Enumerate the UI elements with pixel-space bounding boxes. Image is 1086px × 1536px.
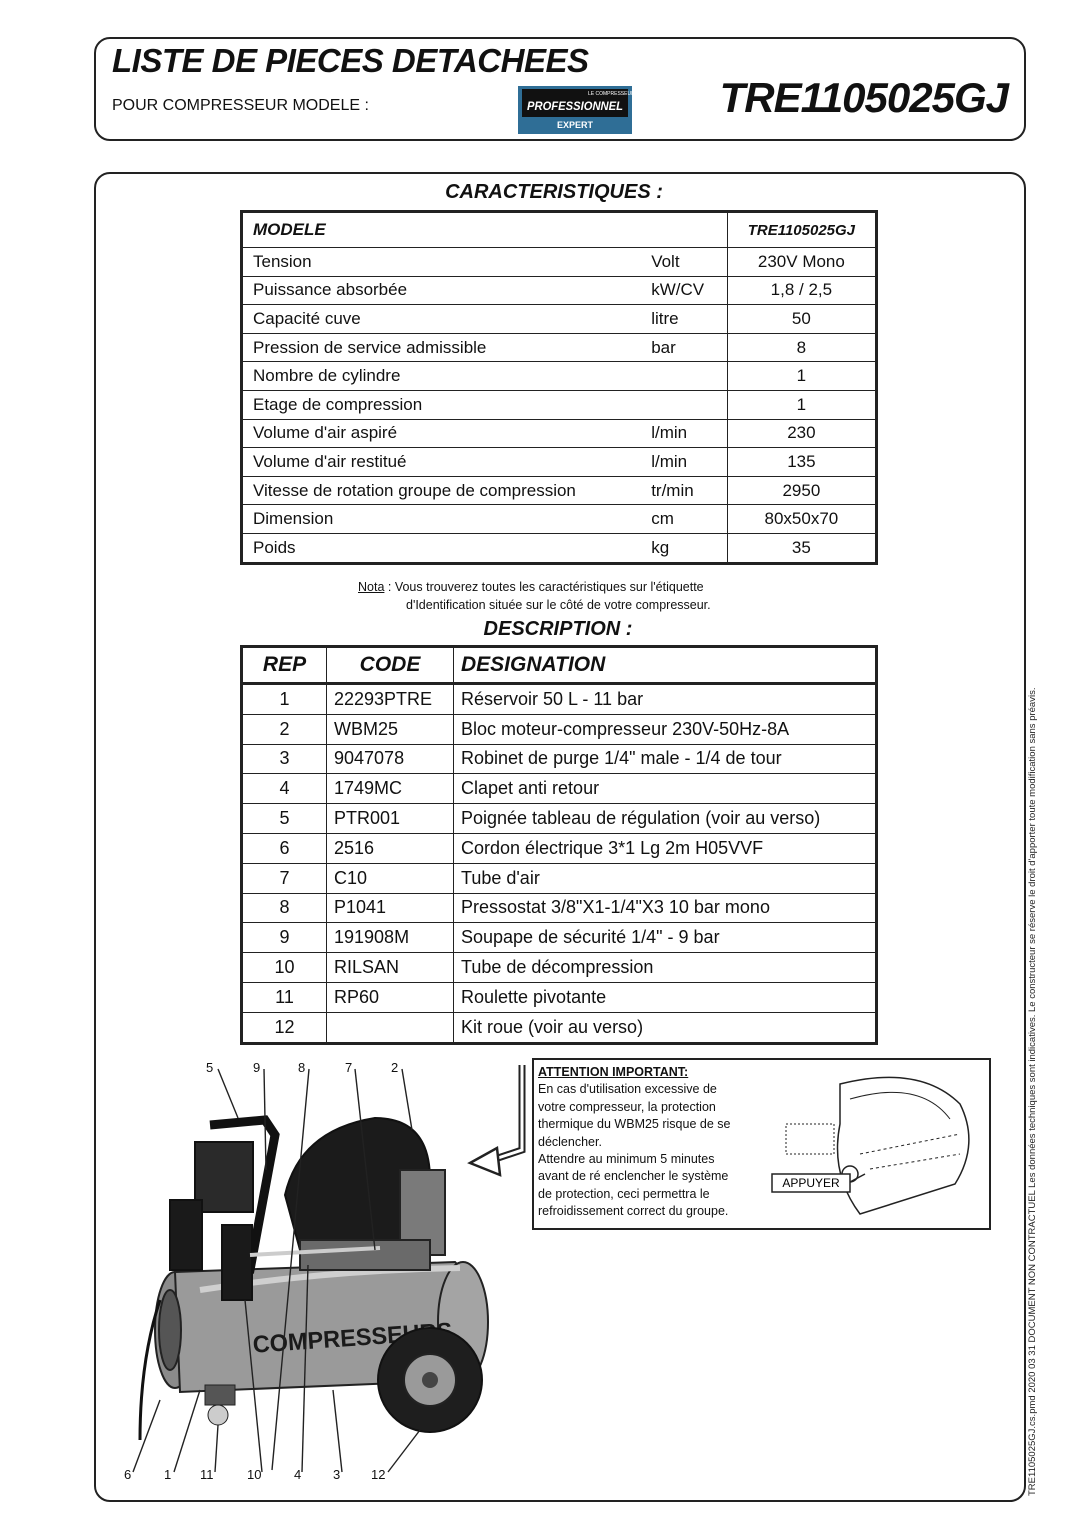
spec-row [242,448,877,477]
spec-label: Volume d'air restitué [242,448,652,477]
spec-value: 1 [727,362,876,391]
part-designation: Tube de décompression [454,953,877,983]
part-code: 22293PTRE [327,684,454,715]
spec-label: Dimension [242,505,652,534]
callout-7: 7 [345,1060,353,1075]
spec-value: 2950 [727,476,876,505]
part-row [242,863,877,893]
logo-brand-text: PROFESSIONNEL [527,99,623,113]
spec-row [242,390,877,419]
spec-label: Vitesse de rotation groupe de compression [242,476,652,505]
callout-12: 12 [371,1467,386,1482]
part-row [242,774,877,804]
spec-row [242,505,877,534]
footer-vertical-note: TRE1105025GJ.cs.pmd 2020 03 31 DOCUMENT NON CONTRACTUEL Les données techniques sont indicatives. Le constructeur se réserve le droit d'apporter toute modification sans préavis. [1027,687,1038,1496]
specs-title: CARACTERISTIQUES : [445,181,663,203]
part-rep: 11 [242,982,327,1012]
spec-label: Tension [242,248,652,277]
spec-unit: l/min [651,419,727,448]
attention-line: votre compresseur, la protection [538,1099,716,1114]
part-code: 2516 [327,833,454,863]
part-code [327,1012,454,1043]
callout-3: 3 [333,1467,341,1482]
part-row [242,923,877,953]
part-row [242,982,877,1012]
spec-label: Capacité cuve [242,305,652,334]
attention-line: déclencher. [538,1134,602,1149]
spec-value: 135 [727,448,876,477]
page-title: LISTE DE PIECES DETACHEES [112,42,589,79]
spec-value: 1,8 / 2,5 [727,276,876,305]
spec-label: Pression de service admissible [242,333,652,362]
spec-value: 230V Mono [727,248,876,277]
spec-row [242,248,877,277]
callout-5: 5 [206,1060,214,1075]
parts-header-code: CODE [327,647,454,684]
part-code: PTR001 [327,804,454,834]
spec-row [242,276,877,305]
spec-label: Puissance absorbée [242,276,652,305]
description-title: DESCRIPTION : [483,618,633,640]
reset-button-illustration [770,1064,984,1224]
spec-unit: litre [651,305,727,334]
callout-2: 2 [391,1060,399,1075]
callout-1: 1 [164,1467,172,1482]
part-code: 191908M [327,923,454,953]
part-designation: Roulette pivotante [454,982,877,1012]
spec-unit: kW/CV [651,276,727,305]
spec-row [242,476,877,505]
part-code: 1749MC [327,774,454,804]
callout-9: 9 [253,1060,261,1075]
spec-value: 80x50x70 [727,505,876,534]
part-code: RILSAN [327,953,454,983]
parts-header-designation: DESIGNATION [454,647,877,684]
part-rep: 9 [242,923,327,953]
spec-unit: Volt [651,248,727,277]
part-rep: 8 [242,893,327,923]
spec-row [242,533,877,563]
parts-table [240,645,878,1045]
callout-10: 10 [247,1467,262,1482]
attention-line: En cas d'utilisation excessive de [538,1082,717,1097]
part-code: 9047078 [327,744,454,774]
attention-title: ATTENTION IMPORTANT: [538,1065,689,1079]
callout-6: 6 [124,1467,132,1482]
part-designation: Bloc moteur-compresseur 230V-50Hz-8A [454,714,877,744]
part-rep: 7 [242,863,327,893]
part-row [242,684,877,715]
part-designation: Réservoir 50 L - 11 bar [454,684,877,715]
spec-row [242,362,877,391]
spec-unit: bar [651,333,727,362]
logo-bottom-text: EXPERT [556,120,594,130]
part-rep: 5 [242,804,327,834]
specs-header-row [242,212,877,248]
spec-value: 8 [727,333,876,362]
part-rep: 6 [242,833,327,863]
callout-11: 11 [200,1467,214,1482]
spec-unit: kg [651,533,727,563]
header-model: TRE1105025GJ [719,74,1008,121]
attention-box [532,1058,991,1230]
spec-label: Nombre de cylindre [242,362,652,391]
spec-value: 50 [727,305,876,334]
specs-table [240,210,878,565]
part-row [242,804,877,834]
part-designation: Cordon électrique 3*1 Lg 2m H05VVF [454,833,877,863]
nota-line1: : Vous trouverez toutes les caractéristiques sur l'étiquette [384,580,704,594]
spec-row [242,305,877,334]
spec-value: 1 [727,390,876,419]
attention-line: de protection, ceci permettra le [538,1186,710,1201]
spec-unit: l/min [651,448,727,477]
part-designation: Tube d'air [454,863,877,893]
part-designation: Pressostat 3/8"X1-1/4"X3 10 bar mono [454,893,877,923]
part-rep: 10 [242,953,327,983]
part-row [242,833,877,863]
spec-value: 230 [727,419,876,448]
part-rep: 1 [242,684,327,715]
part-designation: Clapet anti retour [454,774,877,804]
attention-line: avant de ré enclencher le système [538,1169,729,1184]
parts-header-row [242,647,877,684]
spec-label: Poids [242,533,652,563]
specs-header-value: TRE1105025GJ [727,212,876,248]
tank-label: COMPRESSEURS [251,1317,458,1359]
callout-8: 8 [298,1060,306,1075]
part-designation: Poignée tableau de régulation (voir au verso) [454,804,877,834]
part-row [242,714,877,744]
nota-label: Nota [358,580,385,594]
spec-label: Etage de compression [242,390,652,419]
part-code: WBM25 [327,714,454,744]
part-rep: 4 [242,774,327,804]
part-rep: 12 [242,1012,327,1043]
part-row [242,893,877,923]
spec-row [242,333,877,362]
part-rep: 3 [242,744,327,774]
attention-line: Attendre au minimum 5 minutes [538,1152,715,1167]
part-row [242,953,877,983]
page-subtitle: POUR COMPRESSEUR MODELE : [112,97,369,114]
nota-text [358,578,711,614]
part-designation: Kit roue (voir au verso) [454,1012,877,1043]
attention-line: refroidissement correct du groupe. [538,1204,729,1219]
spec-unit [651,362,727,391]
spec-value: 35 [727,533,876,563]
attention-text [538,1064,772,1221]
nota-line2: d'Identification située sur le côté de votre compresseur. [406,598,711,612]
part-row [242,1012,877,1043]
spec-unit [651,390,727,419]
part-designation: Robinet de purge 1/4" male - 1/4 de tour [454,744,877,774]
spec-unit: tr/min [651,476,727,505]
part-row [242,744,877,774]
part-code: C10 [327,863,454,893]
part-designation: Soupape de sécurité 1/4" - 9 bar [454,923,877,953]
brand-logo [518,86,632,134]
specs-header-label: MODELE [242,212,728,248]
part-rep: 2 [242,714,327,744]
attention-line: thermique du WBM25 risque de se [538,1117,731,1132]
spec-row [242,419,877,448]
parts-header-rep: REP [242,647,327,684]
spec-unit: cm [651,505,727,534]
appuyer-label: APPUYER [782,1176,840,1190]
part-code: P1041 [327,893,454,923]
logo-top-text: LE COMPRESSEUR [588,91,632,97]
part-code: RP60 [327,982,454,1012]
spec-label: Volume d'air aspiré [242,419,652,448]
callout-4: 4 [294,1467,302,1482]
